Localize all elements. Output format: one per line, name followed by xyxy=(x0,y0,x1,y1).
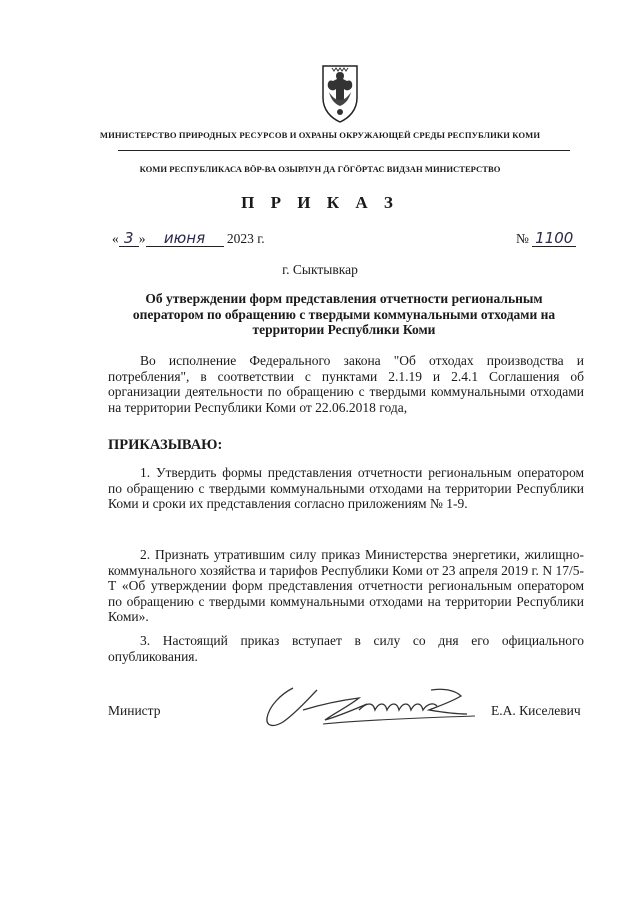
document-number xyxy=(516,231,576,247)
document-heading: Об утверждении форм представления отчетности региональным оператором по обращению с твердыми коммунальными отходами на территории Республики Коми xyxy=(132,291,556,337)
intro-paragraph: Во исполнение Федерального закона "Об отходах производства и потребления", в соответствии с пунктами 2.1.19 и 2.4.1 Соглашения об организации деятельности по обращению с твердыми коммунальными отходами на территории Республики Коми от 22.06.2018 года, xyxy=(108,353,584,415)
ministry-name-komi: КОМИ РЕСПУБЛИКАСА ВӦР-ВА ОЗЫРЛУН ДА ГӦГӦРТАС ВИДЗАН МИНИСТЕРСТВО xyxy=(139,164,501,174)
document-city: г. Сыктывкар xyxy=(282,262,358,277)
number-prefix: № xyxy=(516,231,529,246)
date-day: 3 xyxy=(123,229,134,247)
header-divider xyxy=(118,150,570,151)
order-item-3: 3. Настоящий приказ вступает в силу со дня его официального опубликования. xyxy=(108,633,584,664)
document-date xyxy=(112,231,265,247)
date-month: июня xyxy=(163,229,206,247)
handwritten-signature xyxy=(263,680,481,735)
coat-of-arms-emblem xyxy=(319,62,361,124)
order-item-1: 1. Утвердить формы представления отчетности региональным оператором по обращению с твердыми коммунальными отходами на территории Республики Коми и сроки их представления согласно приложениям № 1-9. xyxy=(108,465,584,512)
signatory-name: Е.А. Киселевич xyxy=(491,703,581,718)
number-value: 1100 xyxy=(535,229,574,247)
date-quote-open: « xyxy=(112,231,119,246)
date-quote-close: » xyxy=(138,231,146,246)
signatory-title: Министр xyxy=(108,703,161,718)
ministry-name-russian: МИНИСТЕРСТВО ПРИРОДНЫХ РЕСУРСОВ И ОХРАНЫ ОКРУЖАЮЩЕЙ СРЕДЫ РЕСПУБЛИКИ КОМИ xyxy=(99,130,541,140)
order-item-2: 2. Признать утратившим силу приказ Министерства энергетики, жилищно-коммунального хозяйства и тарифов Республики Коми от 23 апреля 2019 г. N 17/5-Т «Об утверждении форм представления отчетности региональным оператором по обращению с твердыми коммунальными отходами на территории Республики Коми». xyxy=(108,547,584,625)
orders-word: ПРИКАЗЫВАЮ: xyxy=(108,437,223,453)
document-title: П Р И К А З xyxy=(241,193,399,212)
date-year: 2023 г. xyxy=(226,231,265,246)
